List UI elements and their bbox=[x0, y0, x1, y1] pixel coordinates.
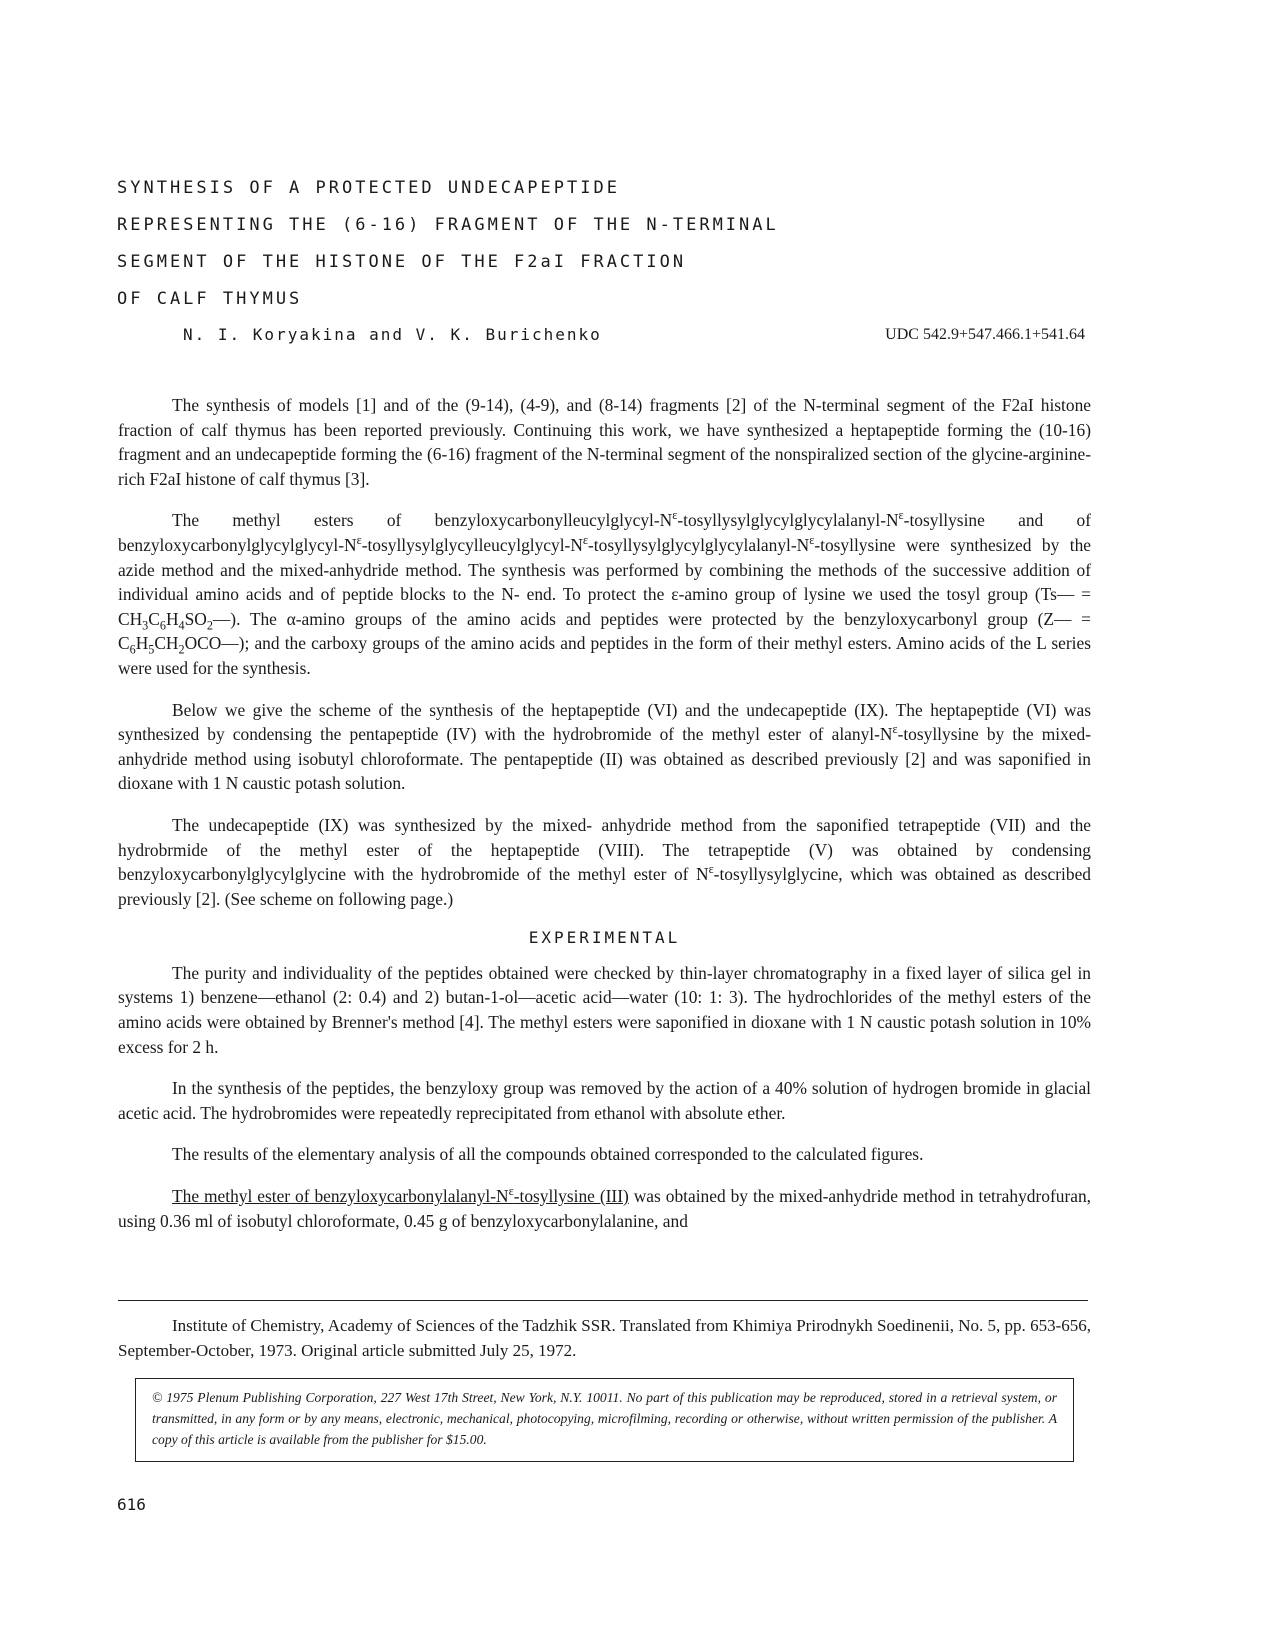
subscript: 4 bbox=[178, 618, 185, 633]
text-run: -tosyllysine were synthesized by the azide method and the mixed-anhydride method. The synthesis was performed by combining the methods of the successive addition of individual amino acids and of peptide blocks to the N- end. To protect the ε-amino group of lysine we used the tosyl group (Ts— = CH bbox=[118, 534, 1091, 629]
affiliation-footnote bbox=[118, 1314, 1091, 1363]
udc-code: UDC 542.9+547.466.1+541.64 bbox=[885, 326, 1085, 343]
footnote-rule bbox=[118, 1300, 1088, 1301]
title-line: SEGMENT OF THE HISTONE OF THE F2aI FRACTION bbox=[117, 252, 687, 272]
text-run: -tosyllysine by the mixed-anhydride method using isobutyl chloroformate. The pentapeptide (II) was obtained as described previously [2] and was saponified in dioxane with 1 N caustic potash solution. bbox=[118, 724, 1091, 794]
superscript: ε bbox=[672, 508, 678, 523]
paragraph-undecapeptide bbox=[118, 813, 1091, 911]
text-run: OCO—); and the carboxy groups of the amino acids and peptides in the form of their methyl esters. Amino acids of the L series were used for the synthesis. bbox=[118, 633, 1091, 678]
text-run: was obtained by the mixed-anhydride method in tetrahydrofuran, using 0.36 ml of isobutyl chloroformate, 0.45 g of benzyloxycarbonylalanine, and bbox=[118, 1186, 1091, 1231]
superscript: ε bbox=[582, 533, 589, 548]
article-body bbox=[118, 393, 1091, 1250]
superscript: ε bbox=[892, 722, 898, 737]
paragraph-benzyloxy: In the synthesis of the peptides, the benzyloxy group was removed by the action of a 40% solution of hydrogen bromide in glacial acetic acid. The hydrobromides were repeatedly reprecipitated from ethanol with absolute ether. bbox=[118, 1078, 1091, 1123]
title-line: REPRESENTING THE (6-16) FRAGMENT OF THE N-TERMINAL bbox=[117, 215, 779, 235]
title-line: SYNTHESIS OF A PROTECTED UNDECAPEPTIDE bbox=[117, 178, 620, 198]
text-run: H bbox=[165, 608, 179, 629]
subscript: 2 bbox=[178, 642, 185, 657]
text-run: —). The α-amino groups of the amino acids and peptides were protected by the benzyloxycarbonyl group (Z— = C bbox=[118, 608, 1091, 654]
article-title bbox=[117, 170, 1017, 318]
underlined-compound bbox=[172, 1186, 629, 1206]
text-run: H bbox=[135, 633, 149, 654]
text-run: SO bbox=[184, 608, 207, 629]
subscript: 3 bbox=[142, 618, 149, 633]
text-run: The methyl esters of benzyloxycarbonylleucylglycyl-N bbox=[172, 510, 673, 531]
paragraph-purity: The purity and individuality of the peptides obtained were checked by thin-layer chromatography in a fixed layer of silica gel in systems 1) benzene—ethanol (2: 0.4) and 2) butan-1-ol—acetic acid—water (10: 1: 3). The hydrochlorides of the methyl esters of the amino acids were obtained by Brenner's method [4]. The methyl esters were saponified in dioxane with 1 N caustic potash solution in 10% excess for 2 h. bbox=[118, 962, 1091, 1057]
text-run: -tosyllysylglycine, which was obtained as described previously [2]. (See scheme on following page.) bbox=[118, 864, 1091, 909]
superscript: ε bbox=[708, 862, 714, 877]
authors: N. I. Koryakina and V. K. Burichenko bbox=[183, 325, 602, 344]
subscript: 5 bbox=[148, 642, 155, 657]
paragraph-methyl-esters bbox=[118, 508, 1091, 680]
superscript: ε bbox=[809, 533, 815, 548]
subscript: 6 bbox=[129, 642, 136, 657]
copyright-box: © 1975 Plenum Publishing Corporation, 227 West 17th Street, New York, N.Y. 10011. No part of this publication may be reproduced, stored in a retrieval system, or transmitted, in any form or by any means, electronic, mechanical, photocopying, microfilming, recording or otherwise, without written permission of the publisher. A copy of this article is available from the publisher for $15.00. bbox=[135, 1378, 1074, 1462]
paragraph-methyl-ester-iii bbox=[118, 1184, 1091, 1233]
page-number: 616 bbox=[117, 1495, 146, 1514]
text-run: -tosyllysylglycylglycylalanyl-N bbox=[677, 510, 899, 531]
text-run: Below we give the scheme of the synthesis of the heptapeptide (VI) and the undecapeptide (IX). The heptapeptide (VI) was synthesized by condensing the pentapeptide (IV) with the hydrobromide of the methyl ester of alanyl-N bbox=[118, 699, 1091, 745]
text-run: -tosyllysylglycylglycylalanyl-N bbox=[588, 534, 810, 555]
subscript: 2 bbox=[206, 618, 213, 633]
text-run: CH bbox=[154, 633, 179, 654]
text-run: -tosyllysine (III) bbox=[513, 1186, 629, 1207]
superscript: ε bbox=[508, 1184, 514, 1199]
title-line: OF CALF THYMUS bbox=[117, 289, 303, 309]
subscript: 6 bbox=[159, 618, 166, 633]
superscript: ε bbox=[356, 533, 362, 548]
text-run: The methyl ester of benzyloxycarbonylalanyl-N bbox=[172, 1186, 509, 1207]
section-heading-experimental: EXPERIMENTAL bbox=[528, 928, 681, 948]
text-run: -tosyllysine and of benzyloxycarbonylglycylglycyl-N bbox=[118, 510, 1092, 555]
affiliation-text: Institute of Chemistry, Academy of Sciences of the Tadzhik SSR. Translated from Khimiya Prirodnykh Soedinenii, No. 5, pp. 653-656, September-October, 1973. Original article submitted July 25, 1972. bbox=[118, 1316, 1091, 1360]
paragraph-scheme-heptapeptide bbox=[118, 698, 1091, 796]
paragraph-intro: The synthesis of models [1] and of the (9-14), (4-9), and (8-14) fragments [2] of the N-terminal segment of the F2aI histone fraction of calf thymus has been reported previously. Continuing this work, we have synthesized a heptapeptide forming the (10-16) fragment and an undecapeptide forming the (6-16) fragment of the N-terminal segment of the nonspiralized section of the glycine-arginine-rich F2aI histone of calf thymus [3]. bbox=[118, 395, 1091, 489]
paragraph-elementary-analysis: The results of the elementary analysis of all the compounds obtained corresponded to the calculated figures. bbox=[172, 1144, 924, 1165]
text-run: C bbox=[148, 608, 160, 629]
text-run: The undecapeptide (IX) was synthesized by the mixed- anhydride method from the saponified tetrapeptide (VII) and the hydrobrmide of the methyl ester of the heptapeptide (VIII). The tetrapeptide (V) was obtained by condensing benzyloxycarbonylglycylglycine with the hydrobromide of the methyl ester of N bbox=[118, 814, 1091, 885]
text-run: -tosyllysylglycylleucylglycyl-N bbox=[361, 534, 583, 555]
superscript: ε bbox=[898, 508, 904, 523]
